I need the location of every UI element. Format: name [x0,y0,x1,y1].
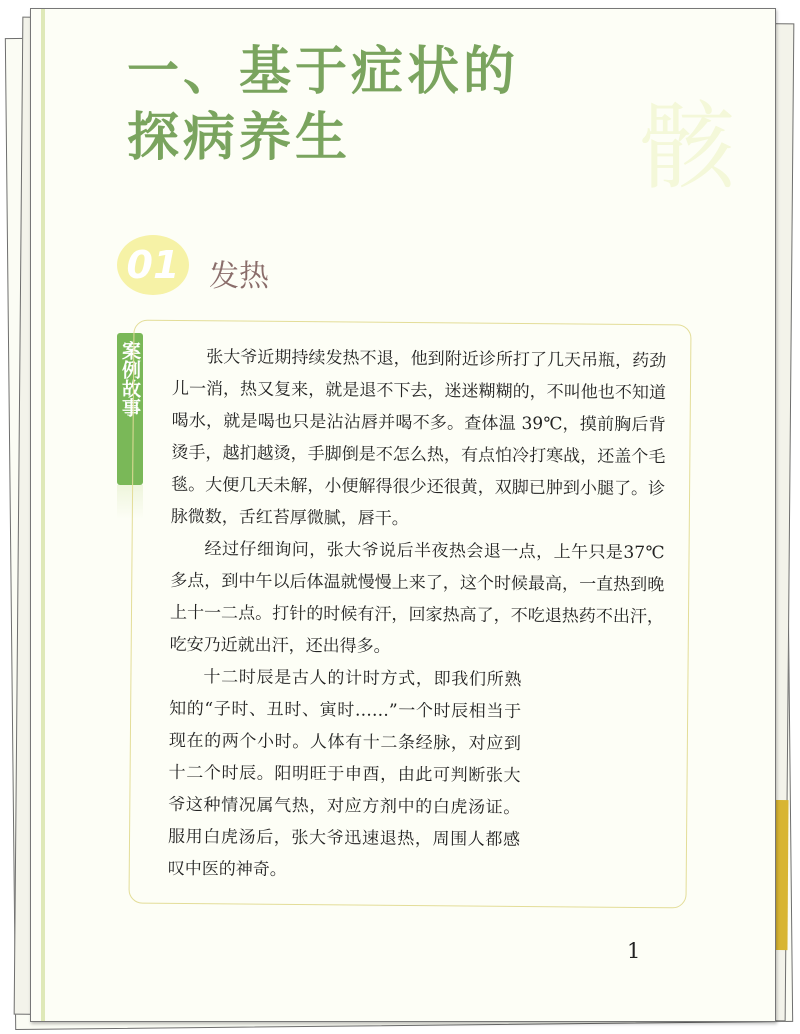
binding-line [41,9,45,1021]
section-number-badge: 01 [117,235,189,295]
story-paragraph-1: 张大爷近期持续发热不退，他到附近诊所打了几天吊瓶，药劲儿一消，热又复来，就是退不下去，迷迷糊糊的，不叫他也不知道喝水，就是喝也只是沾沾唇并喝不多。查体温 39℃，摸前胸后背烫手，越扪越烫，手脚倒是不怎么热，有点怕冷打寒战，还盖个毛毯。大便几天未解，小便解得很少还很黄，双脚已肿到小腿了。诊脉微数，舌红苔厚微腻，唇干。 [170,347,667,529]
page-number: 1 [627,939,641,963]
chapter-title: 一、基于症状的 探病养生 [127,42,520,168]
book-page [30,8,776,1022]
story-box [128,320,691,909]
story-paragraph-3: 十二时辰是古人的计时方式，即我们所熟知的“子时、丑时、寅时……”一个时辰相当于现在的两个小时。人体有十二条经脉，对应到十二个时辰。阳明旺于申酉，由此可判断张大爷这种情况属气热，对应方剂中的白虎汤证。服用白虎汤后，张大爷迅速退热，周围人都感叹中医的神奇。 [167,667,522,880]
case-story-tab-label: 案例故事 [119,341,141,417]
story-paragraph-2: 经过仔细询问，张大爷说后半夜热会退一点，上午只是37℃多点，到中午以后体温就慢慢上来了，这个时候最高，一直热到晚上十一二点。打针的时候有汗，回家热高了，不吃退热药不出汗，吃安乃近就出汗，还出得多。 [169,539,665,657]
section-title: 发热 [209,259,269,294]
decorative-glyph: 骸 [639,91,735,203]
